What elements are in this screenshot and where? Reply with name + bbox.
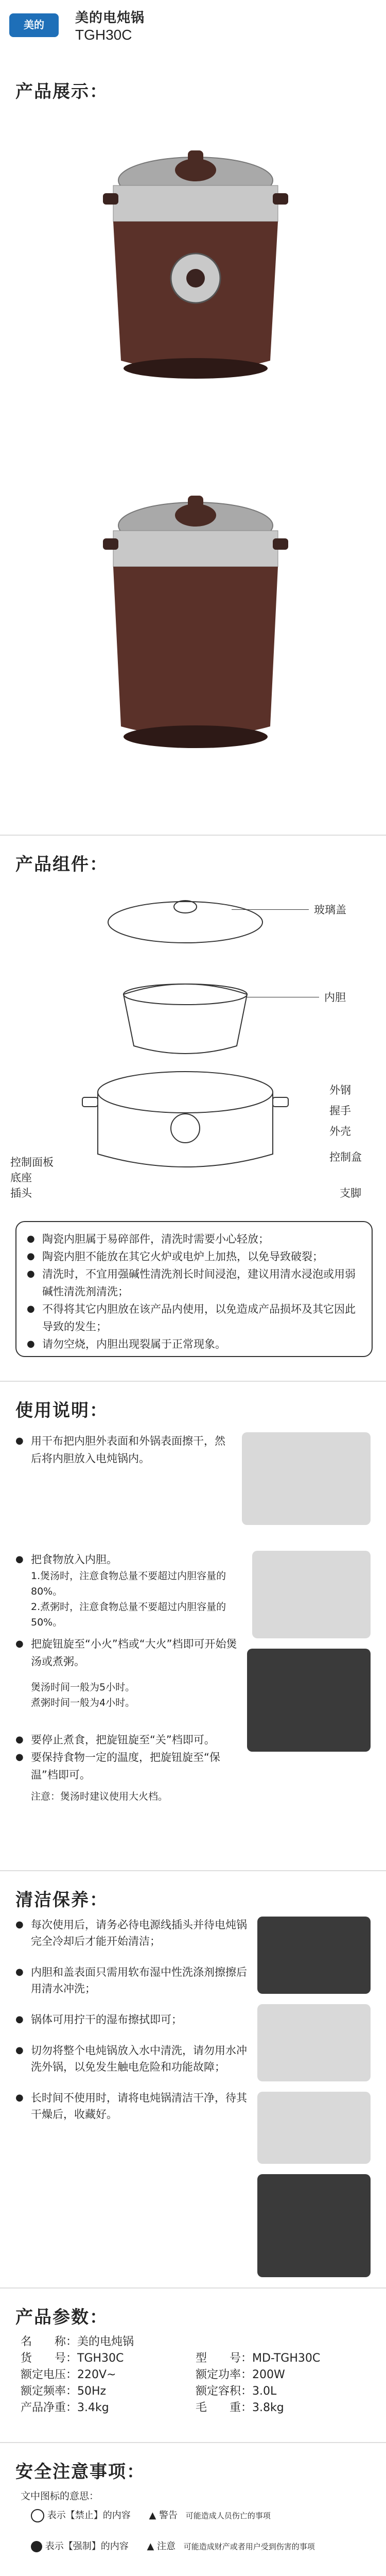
- label-inner-pot: 内胆: [324, 991, 346, 1004]
- section-title-usage: 使用说明：: [15, 1400, 108, 1421]
- caution-list: [16, 1222, 372, 1361]
- label-control-panel: 控制面板: [10, 1156, 54, 1168]
- usage-times: [31, 1680, 237, 1710]
- usage-text: ● 要保持食物一定的温度，把旋钮旋至“保温”档即可。: [15, 1749, 242, 1784]
- usage-note: 注意：煲汤时建议使用大火档。: [31, 1791, 168, 1802]
- legend-prohibit: [31, 2509, 381, 2522]
- usage-step-2: [15, 1551, 242, 1670]
- usage-photo-food: [252, 1551, 371, 1638]
- param-row: [21, 2350, 371, 2367]
- parts-diagram: [62, 876, 309, 1185]
- param-row: [21, 2383, 371, 2400]
- param-cell: 额定频率：50Hz: [21, 2385, 107, 2398]
- usage-text: ● 要停止煮食，把旋钮旋至“关”档即可。: [15, 1731, 242, 1749]
- legend-mandatory: [31, 2540, 381, 2553]
- label-foot: 支脚: [340, 1187, 361, 1199]
- param-row: [21, 2334, 371, 2350]
- cleaning-item: ● 切勿将整个电炖锅放入水中清洗，请勿用水冲洗外锅，以免发生触电危险和功能故障；: [15, 2042, 247, 2075]
- param-cell: 货 号：TGH30C: [21, 2352, 124, 2365]
- label-plug: 插头: [10, 1187, 32, 1199]
- label-control-box: 控制盒: [329, 1151, 362, 1163]
- section-title-cleaning: 清洁保养：: [15, 1890, 108, 1910]
- cleaning-list: [15, 1917, 247, 2123]
- legend-desc: 可能造成财产或者用户受到伤害的事项: [183, 2542, 315, 2551]
- caution-item: ● 不得将其它内胆放在该产品内使用，以免造成产品损坏及其它因此导致的发生；: [27, 1300, 361, 1335]
- slow-cooker-illustration-2: [93, 448, 299, 768]
- usage-step-stop: [15, 1731, 242, 1804]
- param-cell: 型 号：MD-TGH30C: [196, 2352, 321, 2365]
- param-row: [21, 2400, 371, 2416]
- product-title: 美的电炖锅: [75, 10, 145, 26]
- param-cell: 毛 重：3.8kg: [196, 2401, 284, 2414]
- label-outer-steel: 外钢: [329, 1084, 351, 1096]
- section-title-params: 产品参数：: [15, 2307, 108, 2328]
- divider: [0, 1381, 386, 1382]
- usage-text: ● 用干布把内胆外表面和外锅表面擦干，然后将内胆放入电炖锅内。: [15, 1432, 232, 1467]
- divider: [0, 2442, 386, 2443]
- section-title-display: 产品展示：: [15, 81, 108, 102]
- cleaning-photo-2: [257, 2004, 371, 2081]
- mandatory-icon: [31, 2541, 42, 2552]
- cleaning-item: ● 内胆和盖表面只需用软布湿中性洗涤剂擦擦后用清水冲洗；: [15, 1964, 247, 1997]
- divider: [0, 2287, 386, 2289]
- divider: [0, 835, 386, 836]
- usage-note: 1.煲汤时，注意食物总量不要超过内胆容量的80%。: [31, 1570, 226, 1597]
- usage-note: 2.煮粥时，注意食物总量不要超过内胆容量的50%。: [31, 1601, 226, 1628]
- usage-text: ● 把旋钮旋至“小火”档或“大火”档即可开始煲汤或煮粥。: [15, 1635, 242, 1670]
- prohibit-icon: [31, 2509, 44, 2522]
- label-glass-lid: 玻璃盖: [314, 904, 346, 916]
- slow-cooker-illustration-1: [93, 103, 299, 392]
- caution-item: ● 清洗时，不宜用强碱性清洗剂长时间浸泡，建议用清水浸泡或用弱碱性清洗剂清洗；: [27, 1265, 361, 1300]
- legend-text: 表示【禁止】的内容: [47, 2510, 131, 2521]
- product-model: TGH30C: [75, 27, 132, 43]
- param-cell: 产品净重：3.4kg: [21, 2401, 109, 2414]
- param-cell: 额定功率：200W: [196, 2368, 285, 2381]
- params-table: [21, 2334, 371, 2416]
- caution-box: [15, 1221, 373, 1357]
- usage-text: ● 把食物放入内胆。: [15, 1551, 242, 1568]
- warning-icon: ▲: [149, 2510, 156, 2521]
- caution-item: ● 请勿空烧，内胆出现裂属于正常现象。: [27, 1335, 361, 1353]
- label-base: 底座: [10, 1172, 32, 1184]
- brand-logo: 美的 Midea: [9, 13, 59, 37]
- caution-item: ● 陶瓷内胆不能放在其它火炉或电炉上加热，以免导致破裂；: [27, 1248, 361, 1265]
- divider: [0, 1870, 386, 1871]
- label-outer-shell: 外壳: [329, 1125, 351, 1138]
- cleaning-photo-4: [257, 2174, 371, 2277]
- legend-desc: 可能造成人员伤亡的事项: [185, 2511, 271, 2520]
- exploded-view-drawing: [62, 876, 309, 1185]
- caution-icon: ▲: [147, 2541, 154, 2552]
- section-title-safety: 安全注意事项：: [15, 2462, 145, 2482]
- usage-photo-wipe: [242, 1432, 371, 1525]
- product-photo-2: [93, 448, 299, 768]
- usage-step-1: [15, 1432, 232, 1467]
- page-header: [0, 0, 386, 55]
- cleaning-item: ● 锅体可用拧干的湿布擦拭即可；: [15, 2011, 247, 2028]
- cleaning-photo-1: [257, 1917, 371, 1994]
- param-cell: 额定电压：220V~: [21, 2368, 116, 2381]
- usage-note: 煲汤时间一般为5小时。: [31, 1682, 135, 1693]
- label-handle: 握手: [329, 1105, 351, 1117]
- param-cell: 额定容积：3.0L: [196, 2385, 277, 2398]
- usage-photo-knob: [247, 1649, 371, 1752]
- param-cell: 名 称：美的电炖锅: [21, 2335, 134, 2348]
- section-title-parts: 产品组件：: [15, 854, 108, 875]
- legend-warn-label: 警告: [159, 2510, 178, 2521]
- leader-line: [232, 909, 309, 910]
- param-row: [21, 2367, 371, 2383]
- legend-text: 表示【强制】的内容: [45, 2541, 129, 2552]
- caution-item: ● 陶瓷内胆属于易碎部件，清洗时需要小心轻放；: [27, 1230, 361, 1248]
- product-photo-1: [93, 103, 299, 392]
- legend-intro: 文中图标的意思：: [21, 2490, 99, 2502]
- cleaning-item: ● 长时间不使用时，请将电炖锅清洁干净，待其干燥后，收藏好。: [15, 2090, 247, 2123]
- cleaning-photo-3: [257, 2092, 371, 2164]
- legend-warn-label: 注意: [157, 2541, 176, 2552]
- usage-note: 煮粥时间一般为4小时。: [31, 1697, 135, 1708]
- cleaning-item: ● 每次使用后，请务必待电源线插头并待电炖锅完全冷却后才能开始清洁；: [15, 1917, 247, 1950]
